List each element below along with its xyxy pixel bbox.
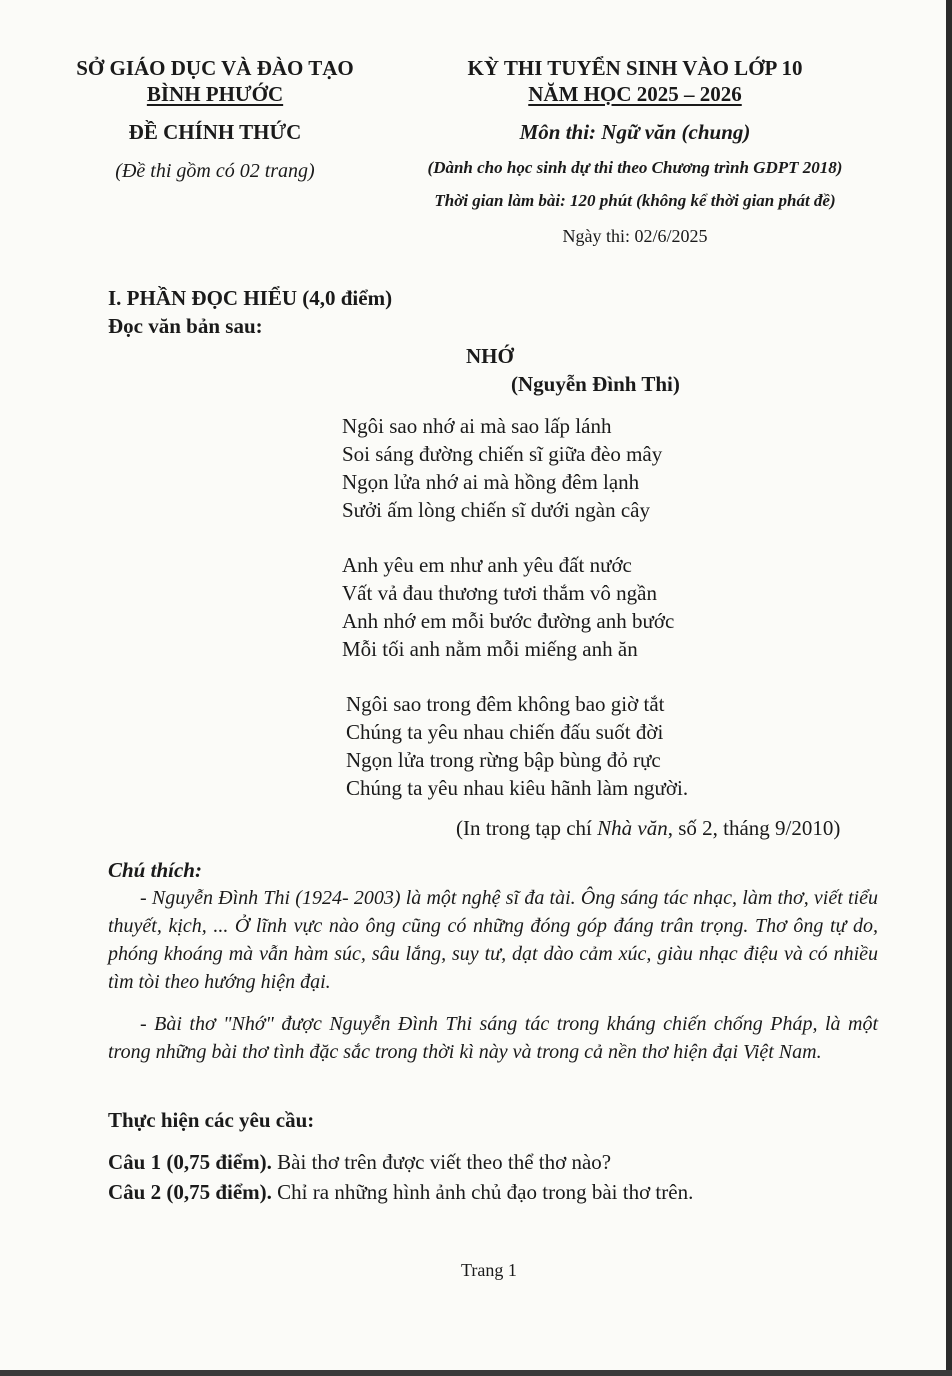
poem-line: Ngôi sao trong đêm không bao giờ tắt bbox=[346, 692, 665, 716]
school-year bbox=[390, 82, 880, 107]
exam-date: Ngày thi: 02/6/2025 bbox=[562, 226, 708, 246]
poem-source bbox=[456, 816, 840, 841]
question-1-label: Câu 1 (0,75 điểm). bbox=[108, 1150, 272, 1174]
page-number: Trang 1 bbox=[461, 1260, 517, 1280]
poem-title: NHỚ bbox=[466, 344, 514, 368]
question-2-text: Chỉ ra những hình ảnh chủ đạo trong bài thơ trên. bbox=[271, 1180, 694, 1204]
poem-stanza-2 bbox=[342, 551, 674, 663]
poem-line: Chúng ta yêu nhau chiến đấu suốt đời bbox=[346, 720, 664, 744]
tasks-heading: Thực hiện các yêu cầu: bbox=[108, 1108, 315, 1132]
poem-line: Sưởi ấm lòng chiến sĩ dưới ngàn cây bbox=[342, 498, 651, 522]
audience: (Dành cho học sinh dự thi theo Chương trình GDPT 2018) bbox=[427, 158, 843, 177]
poem-line: Chúng ta yêu nhau kiêu hãnh làm người. bbox=[346, 776, 689, 800]
exam-name: KỲ THI TUYỂN SINH VÀO LỚP 10 bbox=[467, 56, 803, 80]
question-1-text: Bài thơ trên được viết theo thể thơ nào? bbox=[271, 1150, 612, 1174]
notes-heading: Chú thích: bbox=[108, 858, 202, 882]
poem-stanza-1 bbox=[342, 412, 662, 524]
section-instruction: Đọc văn bản sau: bbox=[108, 314, 263, 338]
poem-stanza-3 bbox=[346, 690, 688, 802]
province-text: BÌNH PHƯỚC bbox=[146, 82, 284, 106]
poem-line: Mỗi tối anh nằm mỗi miếng anh ăn bbox=[342, 637, 638, 661]
poem-line: Ngọn lửa trong rừng bập bùng đỏ rực bbox=[346, 748, 661, 772]
question-2-label: Câu 2 (0,75 điểm). bbox=[108, 1180, 272, 1204]
poem-line: Vất vả đau thương tươi thắm vô ngần bbox=[342, 581, 657, 605]
pages-note: (Đề thi gồm có 02 trang) bbox=[115, 160, 315, 182]
poem-line: Anh nhớ em mỗi bước đường anh bước bbox=[342, 609, 675, 633]
department-name: SỞ GIÁO DỤC VÀ ĐÀO TẠO bbox=[76, 56, 354, 80]
note-1: - Nguyễn Đình Thi (1924- 2003) là một nghệ sĩ đa tài. Ông sáng tác nhạc, làm thơ, viết tiểu thuyết, kịch, ... Ở lĩnh vực nào ông cũng có những đóng góp đáng trân trọng. Thơ ông tự do, phóng khoáng mà vẫn hàm súc, sâu lắng, suy tư, dạt dào cảm xúc, giàu nhạc điệu và có nhiều tìm tòi theo hướng hiện đại. bbox=[108, 887, 878, 993]
question-2 bbox=[108, 1180, 693, 1205]
question-1 bbox=[108, 1150, 611, 1175]
section-title: I. PHẦN ĐỌC HIỂU (4,0 điểm) bbox=[108, 286, 393, 310]
scan-edge-bottom bbox=[0, 1370, 952, 1376]
scan-edge-right bbox=[946, 0, 952, 1376]
poem-line: Anh yêu em như anh yêu đất nước bbox=[342, 553, 632, 577]
subject: Môn thi: Ngữ văn (chung) bbox=[519, 120, 751, 144]
source-magazine: Nhà văn bbox=[597, 816, 668, 840]
poem-line: Soi sáng đường chiến sĩ giữa đèo mây bbox=[342, 442, 663, 466]
poem-line: Ngôi sao nhớ ai mà sao lấp lánh bbox=[342, 414, 612, 438]
source-suffix: , số 2, tháng 9/2010) bbox=[667, 816, 841, 840]
province-name bbox=[40, 82, 390, 107]
school-year-text: NĂM HỌC 2025 – 2026 bbox=[528, 82, 742, 106]
poem-author: (Nguyễn Đình Thi) bbox=[511, 372, 680, 396]
note-2: - Bài thơ "Nhớ" được Nguyễn Đình Thi sáng tác trong kháng chiến chống Pháp, là một trong những bài thơ tình đặc sắc trong thời kì này và trong cả nền thơ hiện đại Việt Nam. bbox=[108, 1013, 878, 1063]
duration: Thời gian làm bài: 120 phút (không kể thời gian phát đề) bbox=[434, 191, 836, 210]
official-status: ĐỀ CHÍNH THỨC bbox=[128, 120, 302, 144]
source-prefix: (In trong tạp chí bbox=[456, 816, 598, 840]
poem-line: Ngọn lửa nhớ ai mà hồng đêm lạnh bbox=[342, 470, 640, 494]
